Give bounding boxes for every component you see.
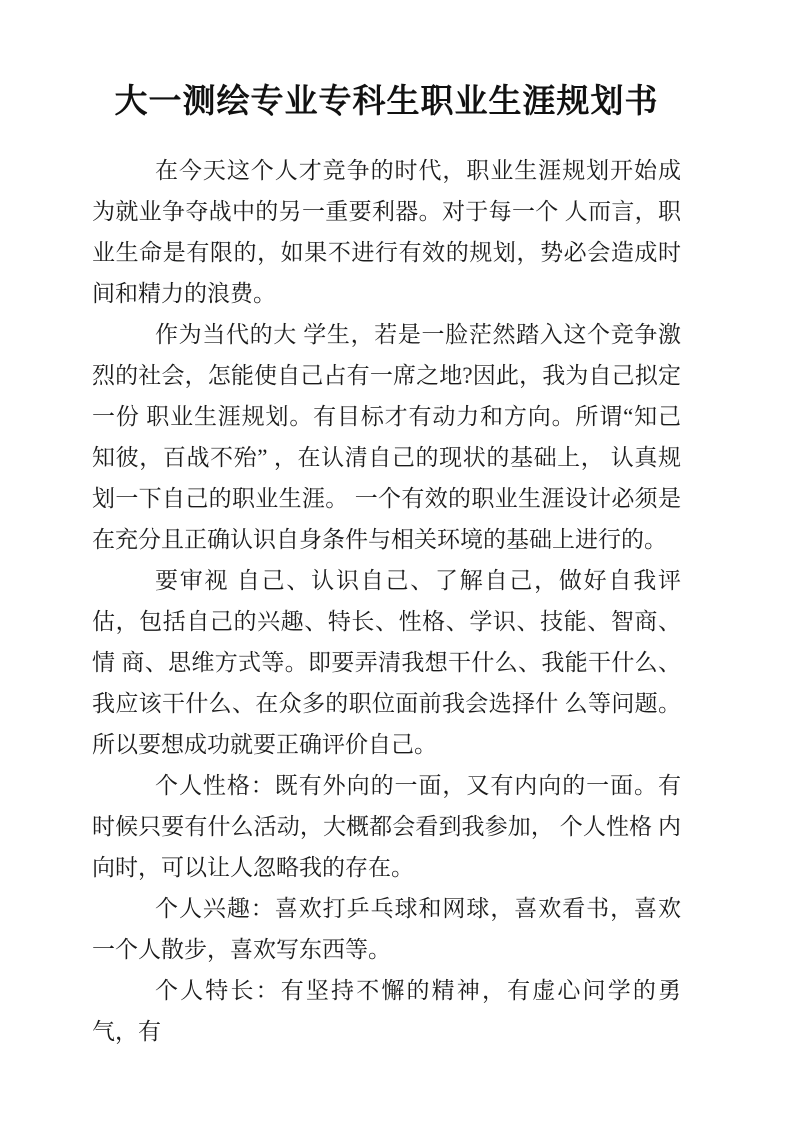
paragraph-personality: 个人性格：既有外向的一面，又有内向的一面。有时候只要有什么活动，大概都会看到我参加， 个人性格 内向时，可以让人忽略我的存在。	[92, 773, 681, 880]
paragraph-self-assessment: 要审视 自己、认识自己、了解自己，做好自我评估，包括自己的兴趣、特长、性格、学识、技能、智商、情 商、思维方式等。即要弄清我想干什么、我能干什么、我应该干什么、在众多的职位面前我会选择什 么等问题。所以要想成功就要正确评价自己。	[92, 568, 681, 757]
paragraph-intro: 在今天这个人才竞争的时代，职业生涯规划开始成为就业争夺战中的另一重要利器。对于每一个 人而言，职业生命是有限的，如果不进行有效的规划，势必会造成时间和精力的浪费。	[92, 158, 681, 306]
paragraph-interests: 个人兴趣：喜欢打乒乓球和网球，喜欢看书，喜欢一个人散步，喜欢写东西等。	[92, 896, 681, 962]
paragraph-motivation: 作为当代的大 学生，若是一脸茫然踏入这个竞争激烈的社会，怎能使自己占有一席之地?因此，我为自己拟定一份 职业生涯规划。有目标才有动力和方向。所谓“知己知彼，百战不殆” ，在认清自己的现状的基础上， 认真规划一下自己的职业生涯。 一个有效的职业生涯设计必须是在充分且正确认识自身条件与相关环境的基础上进行的。	[92, 322, 681, 552]
document-body	[92, 150, 681, 1052]
paragraph-strengths: 个人特长：有坚持不懈的精神，有虚心问学的勇气，有	[92, 978, 681, 1044]
document-title: 大一测绘专业专科生职业生涯规划书	[114, 84, 659, 120]
